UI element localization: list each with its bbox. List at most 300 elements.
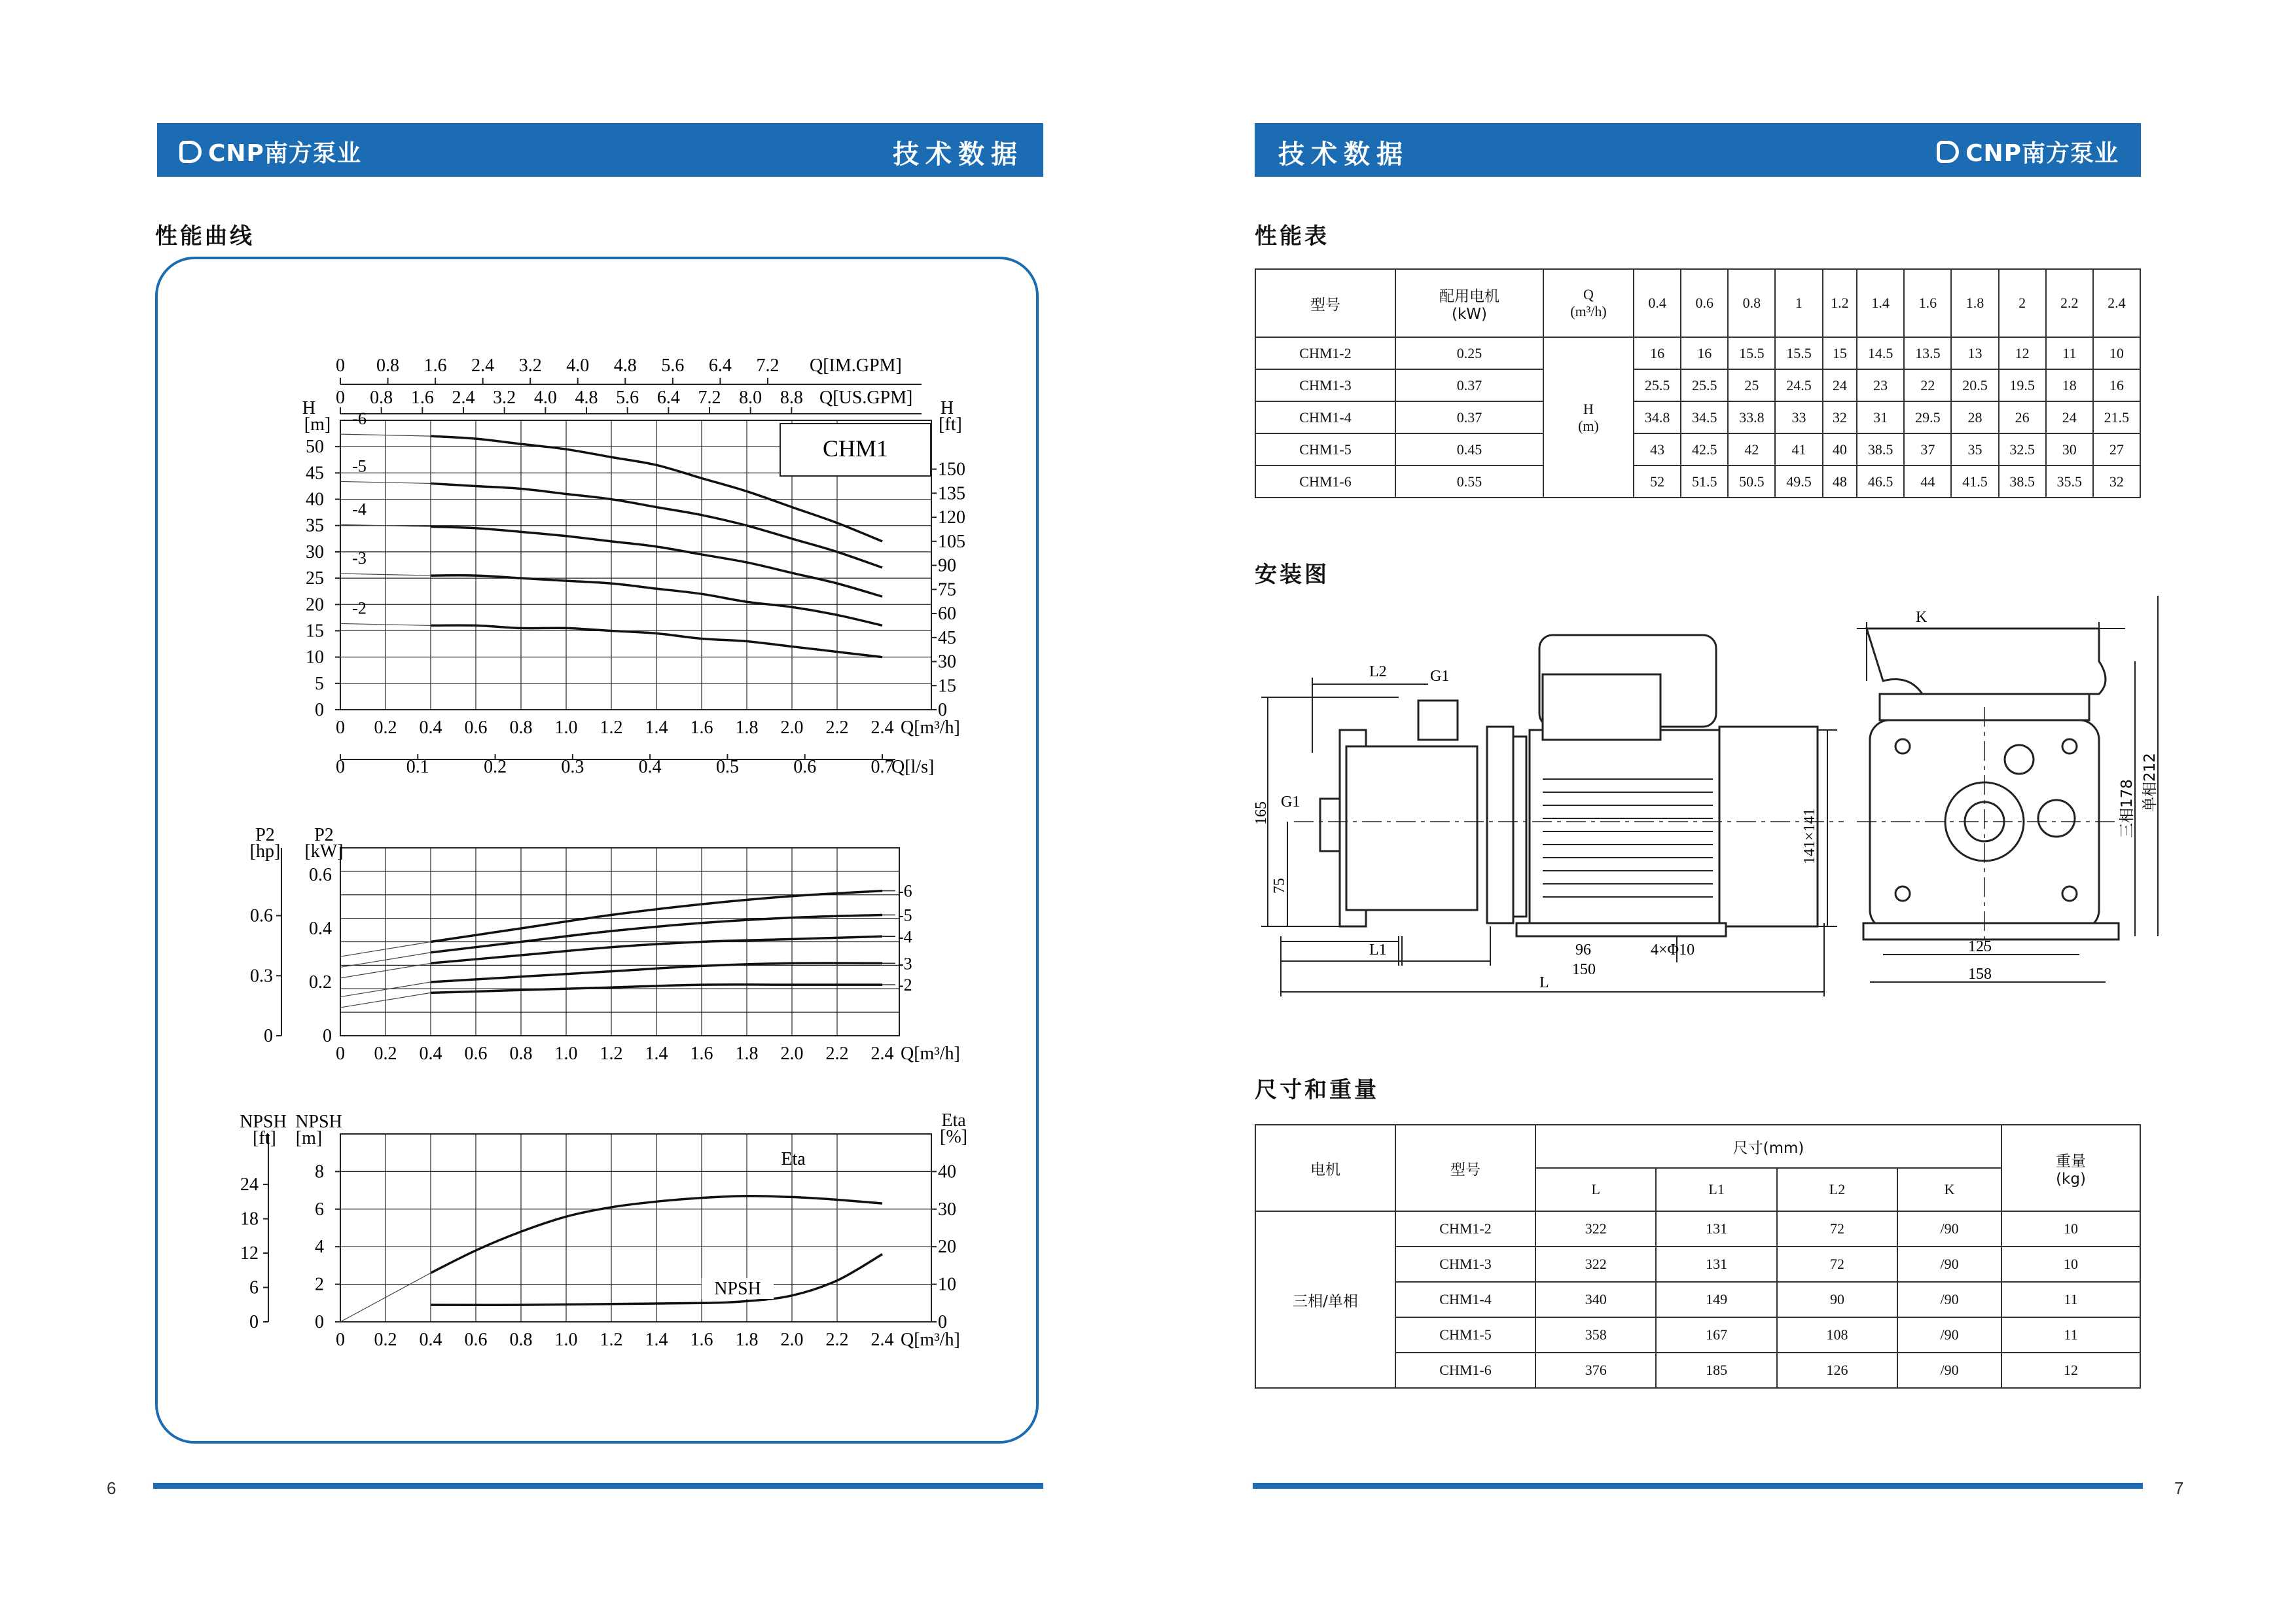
y2-axis-unit: [ft] — [939, 414, 962, 435]
head-value-cell: 44 — [1904, 465, 1951, 498]
head-value-cell: 43 — [1634, 433, 1681, 465]
y2-tick-label: 120 — [938, 507, 965, 528]
y2-tick-label: 15 — [938, 676, 956, 697]
col-motor: 配用电机 (kW) — [1395, 269, 1543, 337]
model-cell: CHM1-5 — [1255, 433, 1395, 465]
section-title-dims: 尺寸和重量 — [1255, 1077, 1379, 1103]
col-model: 型号 — [1395, 1125, 1535, 1211]
head-value-cell: 34.8 — [1634, 401, 1681, 433]
y2-tick-label: 0 — [938, 700, 947, 720]
head-value-cell: 38.5 — [1999, 465, 2046, 498]
head-value-cell: 52 — [1634, 465, 1681, 498]
x-tick-label: 2.4 — [870, 718, 894, 738]
x-tick-label: 0.8 — [509, 718, 533, 738]
head-value-cell: 19.5 — [1999, 369, 2046, 401]
head-value-cell: 20.5 — [1951, 369, 1998, 401]
head-value-cell: 34.5 — [1681, 401, 1728, 433]
model-cell: CHM1-4 — [1395, 1282, 1535, 1317]
head-value-cell: 28 — [1951, 401, 1998, 433]
x-tick-label: 0.2 — [374, 1330, 397, 1350]
k-cell: /90 — [1897, 1247, 2001, 1282]
table-row — [1255, 465, 2140, 498]
l-cell: 322 — [1535, 1247, 1656, 1282]
us-gpm-tick: 1.6 — [410, 388, 434, 408]
model-cell: CHM1-2 — [1255, 337, 1395, 369]
k-cell: /90 — [1897, 1317, 2001, 1353]
head-value-cell: 48 — [1823, 465, 1857, 498]
performance-charts — [155, 257, 1039, 1435]
series-label: NPSH — [714, 1279, 761, 1299]
y-tick-label: 2 — [315, 1274, 324, 1295]
us-gpm-tick: 2.4 — [452, 388, 475, 408]
im-gpm-tick: 5.6 — [661, 356, 685, 376]
head-value-cell: 49.5 — [1775, 465, 1822, 498]
dim-bolt: 4×Φ10 — [1651, 941, 1695, 958]
l2-cell: 72 — [1777, 1247, 1897, 1282]
k-cell: /90 — [1897, 1282, 2001, 1317]
x-tick-label: 1.4 — [645, 1044, 668, 1064]
installation-drawing — [1253, 596, 2159, 1015]
dim-96: 96 — [1575, 941, 1591, 958]
x-axis-label: Q[m³/h] — [901, 718, 960, 738]
x-tick-label: 1.6 — [690, 718, 713, 738]
y2-tick-label: 0 — [938, 1312, 947, 1332]
flow-cell: 2 — [1999, 269, 2046, 337]
section-title-curves: 性能曲线 — [155, 223, 255, 249]
x-tick-label: 0.8 — [509, 1044, 533, 1064]
y-axis-unit: [m] — [304, 414, 331, 435]
flow-cell: 1.8 — [1951, 269, 1998, 337]
head-value-cell: 14.5 — [1857, 337, 1904, 369]
col-motor: 电机 — [1255, 1125, 1395, 1211]
head-value-cell: 50.5 — [1728, 465, 1775, 498]
head-value-cell: 13 — [1951, 337, 1998, 369]
series-label: -5 — [352, 456, 367, 476]
x-tick-label: 0.4 — [419, 718, 442, 738]
head-value-cell: 23 — [1857, 369, 1904, 401]
head-value-cell: 46.5 — [1857, 465, 1904, 498]
flow-cell: 1.4 — [1857, 269, 1904, 337]
im-gpm-tick: 2.4 — [471, 356, 495, 376]
series-label: -2 — [352, 598, 367, 618]
model-cell: CHM1-2 — [1395, 1211, 1535, 1247]
y-tick-label: 0.2 — [309, 972, 332, 993]
head-value-cell: 42 — [1728, 433, 1775, 465]
dim-158: 158 — [1968, 966, 1992, 983]
head-value-cell: 16 — [1634, 337, 1681, 369]
x-tick-label: 0.6 — [464, 718, 488, 738]
kg-cell: 12 — [2001, 1353, 2140, 1388]
dim-l1: L1 — [1369, 941, 1387, 958]
flow-cell: 2.2 — [2046, 269, 2093, 337]
head-value-cell: 25 — [1728, 369, 1775, 401]
y-tick-label: 0.6 — [309, 865, 332, 885]
y-tick-label: 20 — [306, 594, 324, 615]
kw-cell: 0.55 — [1395, 465, 1543, 498]
im-gpm-tick: 4.8 — [613, 356, 637, 376]
l2-cell: 126 — [1777, 1353, 1897, 1388]
kg-cell: 10 — [2001, 1247, 2140, 1282]
y3-tick-label: 18 — [240, 1209, 259, 1230]
im-gpm-label: Q[IM.GPM] — [810, 356, 902, 376]
y-tick-label: 4 — [315, 1237, 324, 1258]
y2-tick-label: 0.6 — [250, 905, 273, 926]
us-gpm-tick: 7.2 — [698, 388, 721, 408]
page-number-left: 6 — [107, 1478, 117, 1498]
us-gpm-tick: 6.4 — [656, 388, 680, 408]
us-gpm-tick: 0.8 — [370, 388, 393, 408]
y-tick-label: 35 — [306, 515, 324, 536]
us-gpm-tick: 5.6 — [616, 388, 639, 408]
head-value-cell: 15 — [1823, 337, 1857, 369]
y-axis-label: P2 — [314, 825, 334, 845]
flow-cell: 1.2 — [1823, 269, 1857, 337]
head-value-cell: 10 — [2093, 337, 2140, 369]
header-title: 技术数据 — [893, 139, 1024, 170]
head-value-cell: 30 — [2046, 433, 2093, 465]
y2-tick-label: 135 — [938, 483, 965, 504]
head-value-cell: 35.5 — [2046, 465, 2093, 498]
head-value-cell: 42.5 — [1681, 433, 1728, 465]
y-tick-label: 0 — [315, 1312, 324, 1332]
model-cell: CHM1-3 — [1395, 1247, 1535, 1282]
x-tick-label: 1.8 — [735, 718, 759, 738]
dim-150: 150 — [1572, 961, 1596, 978]
x-tick-label: 1.0 — [554, 1044, 578, 1064]
section-title-perf-table: 性能表 — [1255, 223, 1329, 249]
y-tick-label: 0 — [323, 1026, 332, 1046]
y2-axis-unit: [%] — [940, 1127, 967, 1147]
l1-cell: 185 — [1656, 1353, 1776, 1388]
dim-single-phase: 单相212 — [2142, 753, 2159, 812]
y-axis-label: NPSH — [295, 1112, 342, 1132]
cnp-logo-icon — [179, 141, 202, 163]
head-value-cell: 22 — [1904, 369, 1951, 401]
im-gpm-tick: 1.6 — [423, 356, 447, 376]
performance-table — [1255, 268, 2141, 498]
col-l1: L1 — [1656, 1168, 1776, 1211]
x-tick-label: 1.6 — [690, 1044, 713, 1064]
flow-cell: 0.6 — [1681, 269, 1728, 337]
x-tick-label: 1.0 — [554, 1330, 578, 1350]
y2-axis-label: P2 — [255, 825, 275, 845]
dim-g1-side: G1 — [1281, 793, 1300, 811]
head-value-cell: 24.5 — [1775, 369, 1822, 401]
y2-tick-label: 90 — [938, 555, 956, 576]
head-value-cell: 24 — [1823, 369, 1857, 401]
ls-tick: 0.7 — [870, 757, 894, 777]
right-header-band — [1255, 123, 2141, 177]
y-axis-unit: [m] — [295, 1128, 323, 1148]
dim-g1-top: G1 — [1430, 668, 1450, 685]
model-cell: CHM1-4 — [1255, 401, 1395, 433]
l1-cell: 131 — [1656, 1211, 1776, 1247]
k-cell: /90 — [1897, 1353, 2001, 1388]
x-tick-label: 0 — [336, 1044, 345, 1064]
table-row — [1255, 1211, 2140, 1247]
flow-cell: 1 — [1775, 269, 1822, 337]
col-k: K — [1897, 1168, 2001, 1211]
y2-tick-label: 60 — [938, 604, 956, 625]
head-value-cell: 29.5 — [1904, 401, 1951, 433]
y2-axis-label: H — [940, 398, 954, 418]
ls-axis-label: Q[l/s] — [891, 757, 935, 777]
dim-125: 125 — [1968, 938, 1992, 955]
ls-tick: 0 — [336, 757, 345, 777]
series-label: Eta — [781, 1149, 806, 1169]
im-gpm-tick: 0.8 — [376, 356, 400, 376]
y2-tick-label: 0.3 — [250, 966, 273, 987]
left-header-band — [157, 123, 1043, 177]
head-value-cell: 32 — [1823, 401, 1857, 433]
us-gpm-tick: 8.8 — [780, 388, 803, 408]
y-tick-label: 8 — [315, 1161, 324, 1182]
head-value-cell: 16 — [2093, 369, 2140, 401]
us-gpm-tick: 8.0 — [739, 388, 762, 408]
l2-cell: 108 — [1777, 1317, 1897, 1353]
head-value-cell: 41 — [1775, 433, 1822, 465]
us-gpm-tick: 3.2 — [493, 388, 516, 408]
x-tick-label: 1.4 — [645, 1330, 668, 1350]
table-row — [1255, 401, 2140, 433]
k-cell: /90 — [1897, 1211, 2001, 1247]
h-label-cell: H (m) — [1543, 337, 1634, 498]
y3-tick-label: 0 — [249, 1312, 259, 1332]
head-value-cell: 40 — [1823, 433, 1857, 465]
y-tick-label: 50 — [306, 437, 324, 458]
kw-cell: 0.37 — [1395, 369, 1543, 401]
y-axis-unit: [kW] — [304, 841, 344, 862]
x-tick-label: 1.2 — [600, 718, 623, 738]
y-tick-label: 25 — [306, 568, 324, 589]
y-tick-label: 0 — [315, 700, 324, 720]
head-value-cell: 26 — [1999, 401, 2046, 433]
left-footer-line — [153, 1483, 1043, 1489]
dimensions-table — [1255, 1124, 2141, 1389]
x-tick-label: 2.0 — [780, 1044, 804, 1064]
y-tick-label: 6 — [315, 1199, 324, 1220]
x-tick-label: 1.8 — [735, 1330, 759, 1350]
im-gpm-tick: 6.4 — [708, 356, 732, 376]
series-label: -4 — [898, 927, 912, 947]
head-value-cell: 37 — [1904, 433, 1951, 465]
x-axis-label: Q[m³/h] — [901, 1044, 960, 1064]
x-tick-label: 1.0 — [554, 718, 578, 738]
y3-tick-label: 6 — [249, 1277, 259, 1298]
x-tick-label: 2.4 — [870, 1044, 894, 1064]
y-tick-label: 45 — [306, 463, 324, 484]
y2-tick-label: 40 — [938, 1161, 956, 1182]
im-gpm-tick: 4.0 — [566, 356, 590, 376]
y2-axis-label: Eta — [941, 1110, 966, 1131]
head-value-cell: 33.8 — [1728, 401, 1775, 433]
flow-cell: 0.8 — [1728, 269, 1775, 337]
model-cell: CHM1-5 — [1395, 1317, 1535, 1353]
flow-cell: 0.4 — [1634, 269, 1681, 337]
brand-logo — [1937, 135, 2119, 168]
y-tick-label: 5 — [315, 673, 324, 694]
us-gpm-tick: 0 — [336, 388, 345, 408]
head-value-cell: 32.5 — [1999, 433, 2046, 465]
head-value-cell: 33 — [1775, 401, 1822, 433]
dim-165: 165 — [1253, 801, 1270, 825]
y-tick-label: 15 — [306, 621, 324, 642]
y2-tick-label: 20 — [938, 1237, 956, 1258]
head-value-cell: 27 — [2093, 433, 2140, 465]
l1-cell: 167 — [1656, 1317, 1776, 1353]
ls-tick: 0.4 — [638, 757, 662, 777]
dim-k: K — [1916, 609, 1928, 626]
x-tick-label: 2.4 — [870, 1330, 894, 1350]
flow-cell: 2.4 — [2093, 269, 2140, 337]
dim-l: L — [1539, 974, 1549, 991]
head-value-cell: 12 — [1999, 337, 2046, 369]
header-title: 技术数据 — [1278, 139, 1409, 170]
table-row — [1255, 369, 2140, 401]
head-value-cell: 13.5 — [1904, 337, 1951, 369]
l1-cell: 131 — [1656, 1247, 1776, 1282]
head-value-cell: 18 — [2046, 369, 2093, 401]
x-tick-label: 2.0 — [780, 1330, 804, 1350]
ls-tick: 0.2 — [484, 757, 507, 777]
y2-tick-label: 45 — [938, 627, 956, 648]
im-gpm-tick: 7.2 — [756, 356, 780, 376]
head-value-cell: 32 — [2093, 465, 2140, 498]
col-l2: L2 — [1777, 1168, 1897, 1211]
head-value-cell: 24 — [2046, 401, 2093, 433]
x-tick-label: 2.0 — [780, 718, 804, 738]
x-tick-label: 2.2 — [825, 1330, 849, 1350]
head-value-cell: 21.5 — [2093, 401, 2140, 433]
us-gpm-label: Q[US.GPM] — [819, 388, 913, 408]
l1-cell: 149 — [1656, 1282, 1776, 1317]
dim-141: 141×141 — [1801, 808, 1818, 864]
y3-axis-unit: [ft] — [253, 1128, 276, 1148]
x-tick-label: 0 — [336, 1330, 345, 1350]
kw-cell: 0.25 — [1395, 337, 1543, 369]
head-value-cell: 51.5 — [1681, 465, 1728, 498]
kg-cell: 11 — [2001, 1282, 2140, 1317]
y2-tick-label: 30 — [938, 651, 956, 672]
ls-tick: 0.6 — [793, 757, 817, 777]
x-tick-label: 1.8 — [735, 1044, 759, 1064]
col-q: Q (m³/h) — [1543, 269, 1634, 337]
l-cell: 376 — [1535, 1353, 1656, 1388]
ls-tick: 0.3 — [561, 757, 584, 777]
series-label: -6 — [898, 881, 912, 901]
head-value-cell: 11 — [2046, 337, 2093, 369]
x-tick-label: 2.2 — [825, 1044, 849, 1064]
l-cell: 358 — [1535, 1317, 1656, 1353]
series-label: -3 — [352, 549, 367, 568]
table-row — [1255, 337, 2140, 369]
x-tick-label: 0.4 — [419, 1044, 442, 1064]
x-axis-label: Q[m³/h] — [901, 1330, 960, 1350]
col-weight: 重量 (kg) — [2001, 1125, 2140, 1211]
x-tick-label: 1.6 — [690, 1330, 713, 1350]
col-size: 尺寸(mm) — [1535, 1125, 2001, 1168]
model-cell: CHM1-6 — [1255, 465, 1395, 498]
head-value-cell: 38.5 — [1857, 433, 1904, 465]
head-value-cell: 41.5 — [1951, 465, 1998, 498]
x-tick-label: 0.6 — [464, 1044, 488, 1064]
head-value-cell: 25.5 — [1681, 369, 1728, 401]
y2-tick-label: 75 — [938, 579, 956, 600]
cnp-logo-icon — [1937, 141, 1959, 163]
y2-axis-unit: [hp] — [249, 841, 281, 862]
y2-tick-label: 10 — [938, 1274, 956, 1295]
y2-tick-label: 105 — [938, 531, 965, 552]
y3-tick-label: 24 — [240, 1175, 259, 1195]
l-cell: 322 — [1535, 1211, 1656, 1247]
brand-logo — [179, 135, 361, 168]
head-value-cell: 16 — [1681, 337, 1728, 369]
x-tick-label: 0.4 — [419, 1330, 442, 1350]
y2-tick-label: 30 — [938, 1199, 956, 1220]
dim-75: 75 — [1271, 878, 1288, 894]
col-model: 型号 — [1255, 269, 1395, 337]
flow-cell: 1.6 — [1904, 269, 1951, 337]
y-tick-label: 40 — [306, 489, 324, 510]
head-value-cell: 15.5 — [1775, 337, 1822, 369]
right-footer-line — [1253, 1483, 2143, 1489]
y-tick-label: 10 — [306, 647, 324, 668]
l2-cell: 90 — [1777, 1282, 1897, 1317]
y-tick-label: 30 — [306, 541, 324, 562]
table-row — [1255, 433, 2140, 465]
head-value-cell: 25.5 — [1634, 369, 1681, 401]
head-value-cell: 31 — [1857, 401, 1904, 433]
x-tick-label: 0.6 — [464, 1330, 488, 1350]
x-tick-label: 0.2 — [374, 718, 397, 738]
us-gpm-tick: 4.0 — [533, 388, 557, 408]
series-label: -5 — [898, 905, 912, 925]
x-tick-label: 2.2 — [825, 718, 849, 738]
col-l: L — [1535, 1168, 1656, 1211]
series-label: -3 — [898, 954, 912, 974]
plot-frame — [340, 1134, 931, 1322]
page-number-right: 7 — [2174, 1478, 2184, 1498]
l-cell: 340 — [1535, 1282, 1656, 1317]
chart-title: CHM1 — [822, 435, 889, 462]
y2-tick-label: 150 — [938, 459, 965, 480]
y3-tick-label: 12 — [240, 1243, 259, 1264]
kw-cell: 0.45 — [1395, 433, 1543, 465]
us-gpm-tick: 4.8 — [575, 388, 598, 408]
kg-cell: 10 — [2001, 1211, 2140, 1247]
x-tick-label: 0.2 — [374, 1044, 397, 1064]
model-cell: CHM1-6 — [1395, 1353, 1535, 1388]
x-tick-label: 1.4 — [645, 718, 668, 738]
section-title-install: 安装图 — [1255, 562, 1329, 588]
head-value-cell: 15.5 — [1728, 337, 1775, 369]
kw-cell: 0.37 — [1395, 401, 1543, 433]
head-value-cell: 35 — [1951, 433, 1998, 465]
ls-tick: 0.5 — [715, 757, 739, 777]
motor-type-cell: 三相/单相 — [1255, 1211, 1395, 1388]
y3-axis-label: NPSH — [240, 1112, 287, 1132]
series-label: -4 — [352, 500, 367, 519]
dim-l2: L2 — [1369, 663, 1387, 680]
model-cell: CHM1-3 — [1255, 369, 1395, 401]
kg-cell: 11 — [2001, 1317, 2140, 1353]
series-label: -2 — [898, 976, 912, 995]
series-label: -6 — [352, 409, 367, 429]
y-axis-label: H — [302, 398, 316, 418]
y2-tick-label: 0 — [264, 1026, 273, 1046]
y-tick-label: 0.4 — [309, 919, 332, 939]
x-tick-label: 1.2 — [600, 1330, 623, 1350]
